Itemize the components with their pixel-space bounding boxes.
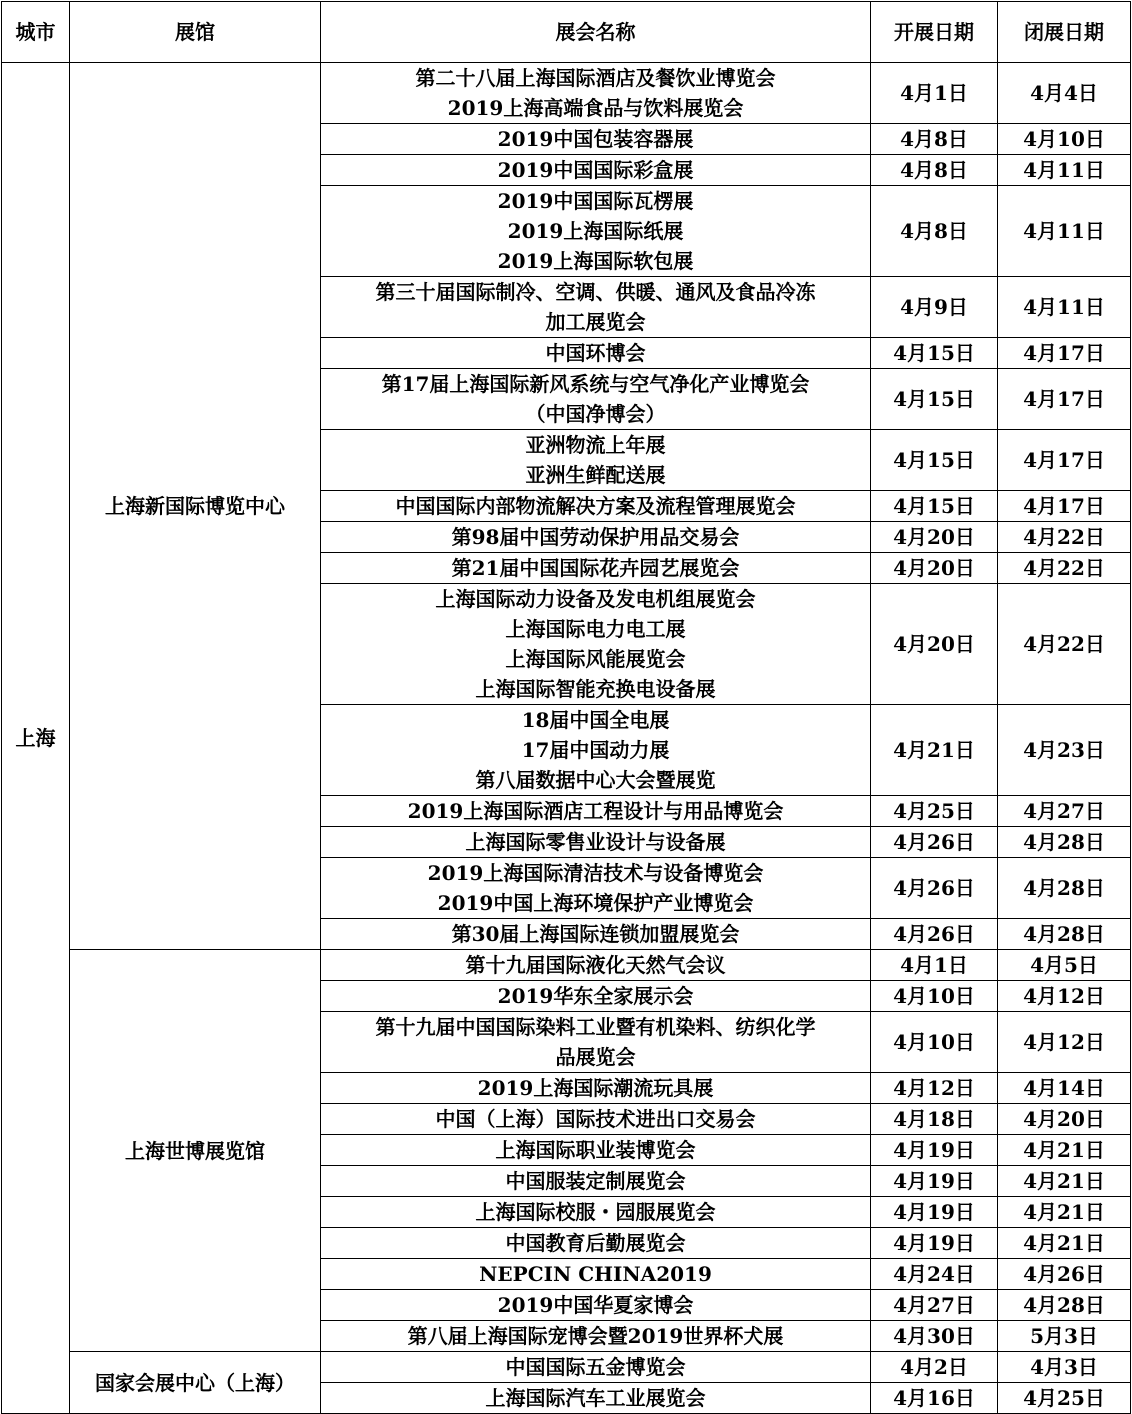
exhibition-name-line: 亚洲生鲜配送展 [525, 463, 666, 487]
exhibition-name-line: 2019上海国际潮流玩具展 [477, 1076, 714, 1100]
exhibition-name-line: 2019上海高端食品与饮料展览会 [447, 96, 744, 120]
end-date-cell: 4月28日 [998, 1290, 1131, 1321]
table-row [2, 1352, 1131, 1383]
end-date-cell: 4月14日 [998, 1073, 1131, 1104]
table-body [2, 63, 1131, 1414]
start-date-cell: 4月8日 [871, 155, 998, 186]
start-date-cell: 4月20日 [871, 584, 998, 705]
end-date-cell: 4月21日 [998, 1197, 1131, 1228]
exhibition-name-line: 2019中国包装容器展 [497, 127, 694, 151]
end-date-cell: 4月28日 [998, 827, 1131, 858]
exhibition-name-cell [321, 1290, 871, 1321]
exhibition-name-line: 第98届中国劳动保护用品交易会 [451, 525, 740, 549]
start-date-cell: 4月15日 [871, 491, 998, 522]
end-date-cell: 4月11日 [998, 186, 1131, 277]
start-date-cell: 4月27日 [871, 1290, 998, 1321]
exhibition-name-line: 2019上海国际清洁技术与设备博览会 [427, 861, 764, 885]
exhibition-schedule-table [1, 1, 1131, 1414]
exhibition-name-line: 2019中国上海环境保护产业博览会 [437, 891, 754, 915]
start-date-cell: 4月15日 [871, 430, 998, 491]
start-date-cell: 4月8日 [871, 124, 998, 155]
exhibition-name-cell [321, 277, 871, 338]
start-date-cell: 4月10日 [871, 1012, 998, 1073]
exhibition-name-line: 上海国际职业装博览会 [495, 1138, 696, 1162]
venue-cell: 国家会展中心（上海） [70, 1352, 321, 1414]
start-date-cell: 4月1日 [871, 950, 998, 981]
end-date-cell: 4月11日 [998, 155, 1131, 186]
exhibition-name-line: 2019中国华夏家博会 [497, 1293, 694, 1317]
exhibition-name-cell [321, 858, 871, 919]
end-date-cell: 4月21日 [998, 1166, 1131, 1197]
exhibition-name-cell [321, 155, 871, 186]
exhibition-name-line: 17届中国动力展 [521, 738, 670, 762]
exhibition-name-line: 上海国际风能展览会 [505, 647, 686, 671]
exhibition-name-cell [321, 1166, 871, 1197]
header-city: 城市 [2, 2, 70, 63]
exhibition-name-line: 中国教育后勤展览会 [505, 1231, 686, 1255]
exhibition-name-cell [321, 124, 871, 155]
start-date-cell: 4月12日 [871, 1073, 998, 1104]
exhibition-name-line: 2019上海国际纸展 [507, 219, 684, 243]
exhibition-name-line: NEPCIN CHINA2019 [479, 1262, 712, 1286]
exhibition-name-line: 第21届中国国际花卉园艺展览会 [451, 556, 740, 580]
exhibition-name-line: 中国国际五金博览会 [505, 1355, 686, 1379]
end-date-cell: 4月28日 [998, 919, 1131, 950]
exhibition-name-cell [321, 919, 871, 950]
exhibition-name-line: 2019华东全家展示会 [497, 984, 694, 1008]
exhibition-name-line: 加工展览会 [545, 310, 646, 334]
exhibition-name-cell [321, 369, 871, 430]
exhibition-name-line: 上海国际动力设备及发电机组展览会 [435, 587, 756, 611]
start-date-cell: 4月19日 [871, 1166, 998, 1197]
venue-cell: 上海新国际博览中心 [70, 63, 321, 950]
end-date-cell: 4月5日 [998, 950, 1131, 981]
exhibition-name-cell [321, 553, 871, 584]
exhibition-name-cell [321, 1259, 871, 1290]
start-date-cell: 4月10日 [871, 981, 998, 1012]
header-venue: 展馆 [70, 2, 321, 63]
exhibition-name-line: 品展览会 [555, 1045, 636, 1069]
exhibition-name-cell [321, 1135, 871, 1166]
start-date-cell: 4月16日 [871, 1383, 998, 1414]
exhibition-name-line: 中国服装定制展览会 [505, 1169, 686, 1193]
end-date-cell: 4月11日 [998, 277, 1131, 338]
exhibition-name-line: 中国国际内部物流解决方案及流程管理展览会 [395, 494, 796, 518]
header-row [2, 2, 1131, 63]
end-date-cell: 4月28日 [998, 858, 1131, 919]
end-date-cell: 4月12日 [998, 981, 1131, 1012]
start-date-cell: 4月26日 [871, 919, 998, 950]
exhibition-name-line: 上海国际校服・园服展览会 [475, 1200, 716, 1224]
exhibition-name-line: 中国（上海）国际技术进出口交易会 [435, 1107, 756, 1131]
start-date-cell: 4月24日 [871, 1259, 998, 1290]
table-row [2, 63, 1131, 124]
end-date-cell: 4月22日 [998, 522, 1131, 553]
start-date-cell: 4月8日 [871, 186, 998, 277]
exhibition-name-cell [321, 1012, 871, 1073]
exhibition-name-cell [321, 1383, 871, 1414]
exhibition-name-cell [321, 1228, 871, 1259]
exhibition-name-line: 2019中国国际瓦楞展 [497, 189, 694, 213]
end-date-cell: 4月22日 [998, 584, 1131, 705]
end-date-cell: 4月21日 [998, 1135, 1131, 1166]
end-date-cell: 5月3日 [998, 1321, 1131, 1352]
exhibition-name-line: 第八届上海国际宠博会暨2019世界杯犬展 [407, 1324, 784, 1348]
exhibition-name-line: 上海国际智能充换电设备展 [475, 677, 716, 701]
end-date-cell: 4月20日 [998, 1104, 1131, 1135]
exhibition-name-cell [321, 1104, 871, 1135]
exhibition-name-cell [321, 584, 871, 705]
exhibition-name-line: 第三十届国际制冷、空调、供暖、通风及食品冷冻 [375, 280, 816, 304]
start-date-cell: 4月2日 [871, 1352, 998, 1383]
end-date-cell: 4月17日 [998, 430, 1131, 491]
exhibition-name-cell [321, 950, 871, 981]
end-date-cell: 4月21日 [998, 1228, 1131, 1259]
header-start-date: 开展日期 [871, 2, 998, 63]
exhibition-name-cell [321, 186, 871, 277]
exhibition-name-line: 第17届上海国际新风系统与空气净化产业博览会 [381, 372, 810, 396]
exhibition-name-cell [321, 1197, 871, 1228]
start-date-cell: 4月25日 [871, 796, 998, 827]
end-date-cell: 4月4日 [998, 63, 1131, 124]
start-date-cell: 4月19日 [871, 1135, 998, 1166]
end-date-cell: 4月25日 [998, 1383, 1131, 1414]
exhibition-name-line: （中国净博会） [525, 402, 666, 426]
city-cell: 上海 [2, 63, 70, 1414]
exhibition-name-cell [321, 63, 871, 124]
exhibition-name-line: 18届中国全电展 [521, 708, 670, 732]
end-date-cell: 4月17日 [998, 338, 1131, 369]
start-date-cell: 4月1日 [871, 63, 998, 124]
start-date-cell: 4月15日 [871, 338, 998, 369]
exhibition-name-line: 亚洲物流上年展 [525, 433, 666, 457]
start-date-cell: 4月19日 [871, 1197, 998, 1228]
end-date-cell: 4月10日 [998, 124, 1131, 155]
exhibition-name-line: 第十九届中国国际染料工业暨有机染料、纺织化学 [375, 1015, 816, 1039]
end-date-cell: 4月17日 [998, 369, 1131, 430]
exhibition-name-cell [321, 1321, 871, 1352]
start-date-cell: 4月20日 [871, 522, 998, 553]
end-date-cell: 4月17日 [998, 491, 1131, 522]
end-date-cell: 4月3日 [998, 1352, 1131, 1383]
exhibition-name-cell [321, 981, 871, 1012]
end-date-cell: 4月12日 [998, 1012, 1131, 1073]
exhibition-name-line: 2019上海国际软包展 [497, 249, 694, 273]
start-date-cell: 4月15日 [871, 369, 998, 430]
exhibition-name-line: 第八届数据中心大会暨展览 [475, 768, 716, 792]
exhibition-name-line: 2019上海国际酒店工程设计与用品博览会 [407, 799, 784, 823]
venue-cell: 上海世博展览馆 [70, 950, 321, 1352]
start-date-cell: 4月26日 [871, 858, 998, 919]
exhibition-name-cell [321, 705, 871, 796]
exhibition-name-cell [321, 1352, 871, 1383]
start-date-cell: 4月18日 [871, 1104, 998, 1135]
exhibition-name-cell [321, 338, 871, 369]
exhibition-name-line: 第30届上海国际连锁加盟展览会 [451, 922, 740, 946]
exhibition-name-line: 上海国际电力电工展 [505, 617, 686, 641]
exhibition-name-cell [321, 430, 871, 491]
start-date-cell: 4月21日 [871, 705, 998, 796]
header-end-date: 闭展日期 [998, 2, 1131, 63]
exhibition-name-cell [321, 796, 871, 827]
exhibition-name-line: 上海国际零售业设计与设备展 [465, 830, 726, 854]
exhibition-name-cell [321, 522, 871, 553]
start-date-cell: 4月9日 [871, 277, 998, 338]
header-exhibition-name: 展会名称 [321, 2, 871, 63]
start-date-cell: 4月30日 [871, 1321, 998, 1352]
exhibition-name-line: 上海国际汽车工业展览会 [485, 1386, 706, 1410]
start-date-cell: 4月19日 [871, 1228, 998, 1259]
start-date-cell: 4月20日 [871, 553, 998, 584]
end-date-cell: 4月26日 [998, 1259, 1131, 1290]
exhibition-name-line: 中国环博会 [545, 341, 646, 365]
exhibition-name-cell [321, 491, 871, 522]
start-date-cell: 4月26日 [871, 827, 998, 858]
exhibition-name-line: 第二十八届上海国际酒店及餐饮业博览会 [415, 66, 776, 90]
end-date-cell: 4月22日 [998, 553, 1131, 584]
exhibition-name-line: 2019中国国际彩盒展 [497, 158, 694, 182]
exhibition-name-cell [321, 1073, 871, 1104]
exhibition-name-cell [321, 827, 871, 858]
exhibition-name-line: 第十九届国际液化天然气会议 [465, 953, 726, 977]
end-date-cell: 4月23日 [998, 705, 1131, 796]
table-row [2, 950, 1131, 981]
end-date-cell: 4月27日 [998, 796, 1131, 827]
